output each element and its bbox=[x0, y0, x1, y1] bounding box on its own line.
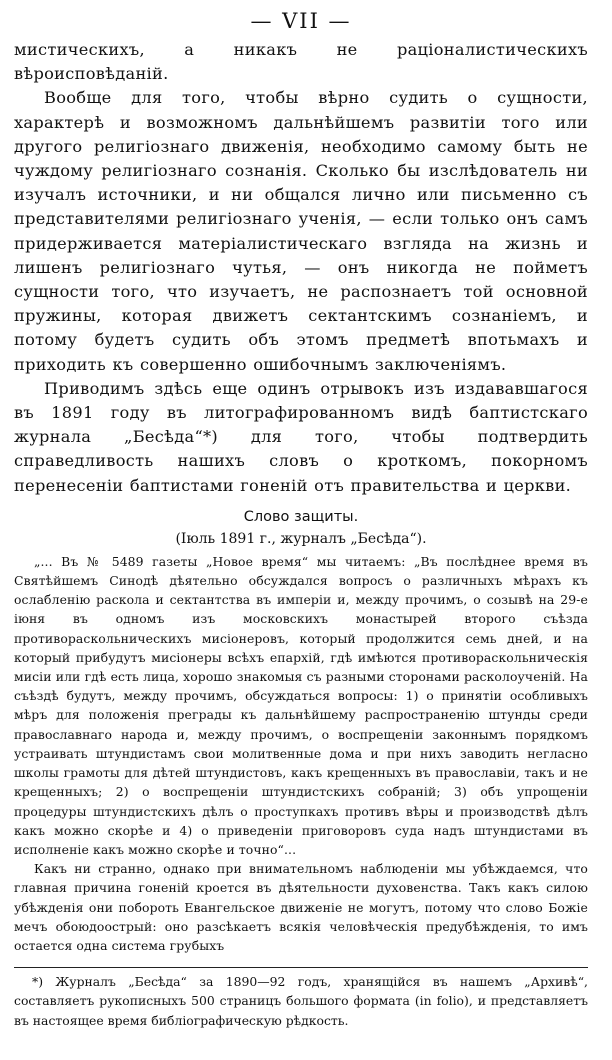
paragraph-continuation: мистическихъ, а никакъ не раціоналистическихъ вѣроисповѣданій. bbox=[14, 40, 588, 84]
footnote-text: *) Журналъ „Бесѣда“ за 1890—92 годъ, хранящійся въ нашемъ „Архивѣ“, составляетъ рукописныхъ 500 страницъ большого формата (in folio), и представляетъ въ настоящее время библіографическую рѣдкость. bbox=[14, 974, 588, 1028]
paragraph-religious-consciousness: Вообще для того, чтобы вѣрно судить о сущности, характерѣ и возможномъ дальнѣйшемъ развитіи того или другого религіознаго движенія, необходимо самому быть не чуждому религіознаго сознанія. Сколько бы изслѣдователь ни изучалъ источники, и ни общался лично или письменно съ представителями религіознаго ученія, — если только онъ самъ придерживается матеріалистическаго взгляда на жизнь и лишенъ религіознаго чутья, — онъ никогда не пойметъ сущности того, что изучаетъ, не распознаетъ той основной пружины, которая движетъ сектантскимъ сознаніемъ, и потому будетъ судить объ этомъ предметѣ впотьмахъ и приходить къ совершенно ошибочнымъ заключеніямъ. bbox=[14, 88, 588, 374]
section-title: Слово защиты. bbox=[243, 508, 359, 525]
quote-paragraph-persecution: Какъ ни странно, однако при внимательномъ наблюденіи мы убѣждаемся, что главная причина гоненій кроется въ дѣятельности духовенства. Такъ какъ силою убѣжденія они побороть Евангельское движеніе не могутъ, потому что слово Божіе мечъ обоюдоострый: оно разсѣкаетъ всякія человѣческія предубѣжденія, то имъ остается одна система грубыхъ bbox=[14, 861, 588, 953]
section-subtitle: (Іюль 1891 г., журналъ „Бесѣда“). bbox=[175, 530, 427, 547]
main-text bbox=[14, 38, 588, 498]
footnote bbox=[14, 972, 588, 1030]
quote-paragraph-newspaper: „... Въ № 5489 газеты „Новое время“ мы читаемъ: „Въ послѣднее время въ Святѣйшемъ Синодѣ дѣятельно обсуждался вопросъ о различныхъ мѣрахъ къ ослабленію раскола и сектантства въ имперіи и, между прочимъ, о созывѣ на 29-е іюня въ одномъ изъ московскихъ монастырей второго съѣзда противораскольническихъ мисіонеровъ, который продолжится семь дней, и на который прибудутъ мисіонеры всѣхъ епархій, гдѣ имѣются противораскольническія мисіи или гдѣ есть лица, хорошо знакомыя съ разными сторонами расколоученій. На съѣздѣ будутъ, между прочимъ, обсуждаться вопросы: 1) о принятіи особливыхъ мѣръ для положенія преграды къ дальнѣйшему распространенію штунды среди православнаго народа и, между прочимъ, о воспрещеніи законнымъ порядкомъ устраивать штундистамъ свои молитвенные дома и при нихъ заводить негласно школы грамоты для дѣтей штундистовъ, какъ крещенныхъ въ православіи, такъ и не крещенныхъ; 2) о воспрещеніи штундистскихъ собраній; 3) объ упрощеніи процедуры штундистскихъ дѣлъ о проступкахъ противъ вѣры и производствѣ дѣлъ какъ можно скорѣе и 4) о приведеніи приговоровъ суда надъ штундистами въ исполненіе какъ можно скорѣе и точно“... bbox=[14, 553, 588, 857]
paragraph-beseda-excerpt-intro: Приводимъ здѣсь еще одинъ отрывокъ изъ издававшагося въ 1891 году въ литографированномъ видѣ баптистскаго журнала „Бесѣда“*) для того, чтобы подтвердить справедливость нашихъ словъ о кроткомъ, покорномъ перенесеніи баптистами гоненій отъ правительства и церкви. bbox=[14, 378, 588, 495]
page-number: — VII — bbox=[250, 9, 352, 33]
footnote-divider bbox=[14, 967, 588, 968]
quoted-text bbox=[14, 552, 588, 955]
